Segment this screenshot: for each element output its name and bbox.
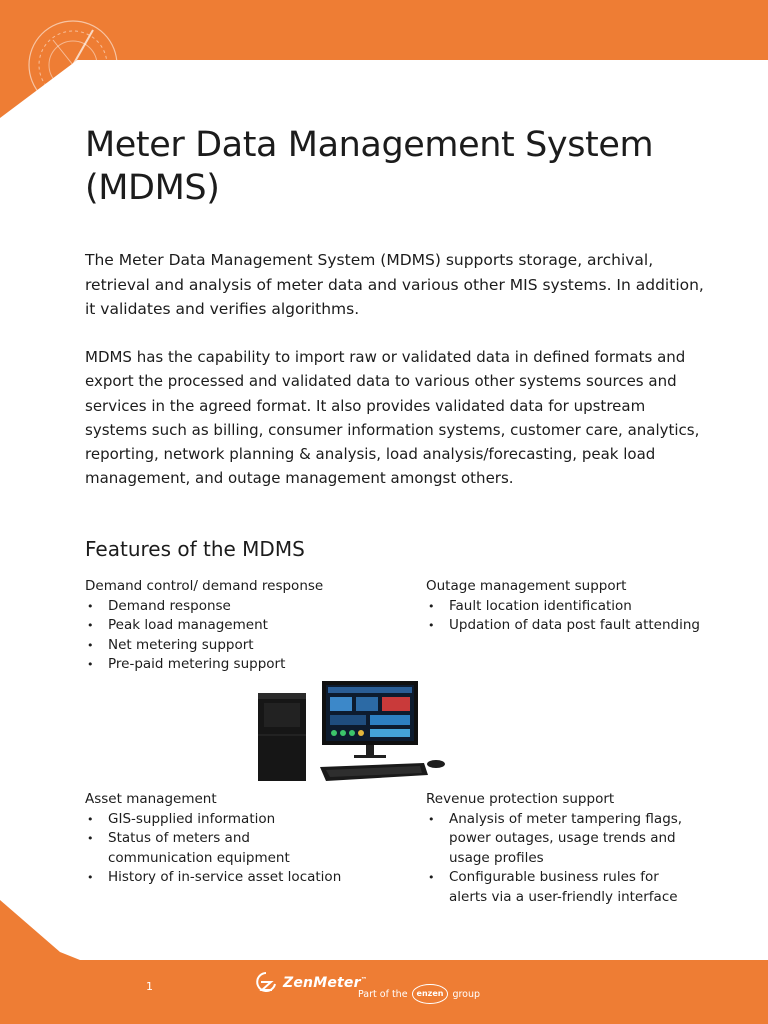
feature-list (426, 597, 736, 636)
feature-heading: Demand control/ demand response (85, 578, 324, 594)
feature-heading: Asset management (85, 791, 217, 807)
features-heading: Features of the MDMS (85, 537, 305, 561)
feature-list (426, 810, 716, 908)
desktop-computer-icon (250, 675, 460, 790)
zenmeter-logo-icon (255, 970, 277, 996)
enzen-badge: enzen (412, 984, 449, 1004)
feature-list (85, 810, 395, 888)
list-item: • Net metering support (85, 636, 395, 656)
brand-wordmark: ZenMeter™ (283, 975, 367, 991)
list-item: • Demand response (85, 597, 395, 617)
list-item: • GIS-supplied information (85, 810, 395, 830)
trademark-mark: ™ (360, 976, 367, 984)
list-item: • Pre-paid metering support (85, 655, 395, 675)
feature-revenue-protection (426, 790, 716, 907)
list-item: • History of in-service asset location (85, 868, 395, 888)
page-number: 1 (146, 980, 153, 993)
intro-paragraph: The Meter Data Management System (MDMS) supports storage, archival, retrieval and analysis of meter data and various other MIS systems. In addition, it validates and verifies algorithms. (85, 251, 704, 318)
list-item: • Analysis of meter tampering flags, power outages, usage trends and usage profiles (426, 810, 716, 869)
group-affiliation (358, 984, 480, 1004)
zenmeter-logo (255, 970, 367, 996)
list-item: • Peak load management (85, 616, 395, 636)
page-title: Meter Data Management System (MDMS) (85, 125, 654, 208)
feature-heading: Revenue protection support (426, 791, 615, 807)
feature-heading: Outage management support (426, 578, 627, 594)
feature-demand-control (85, 577, 395, 675)
group-label: group (452, 988, 481, 1000)
capabilities-paragraph: MDMS has the capability to import raw or validated data in defined formats and export the processed and validated data to various other systems sources and services in the agreed format. It also provides validated data for upstream systems such as billing, consumer information systems, customer care, analytics, reporting, network planning & analysis, load analysis/forecasting, peak load management, and outage management amongst others. (85, 348, 700, 488)
feature-list (85, 597, 395, 675)
part-of-label: Part of the (358, 988, 408, 1000)
list-item: • Configurable business rules for alerts via a user-friendly interface (426, 868, 689, 907)
compass-dial-icon (18, 10, 128, 120)
list-item: • Status of meters and communication equipment (85, 829, 308, 868)
list-item: • Updation of data post fault attending (426, 616, 736, 636)
feature-asset-management (85, 790, 395, 888)
feature-outage-management (426, 577, 736, 636)
list-item: • Fault location identification (426, 597, 736, 617)
